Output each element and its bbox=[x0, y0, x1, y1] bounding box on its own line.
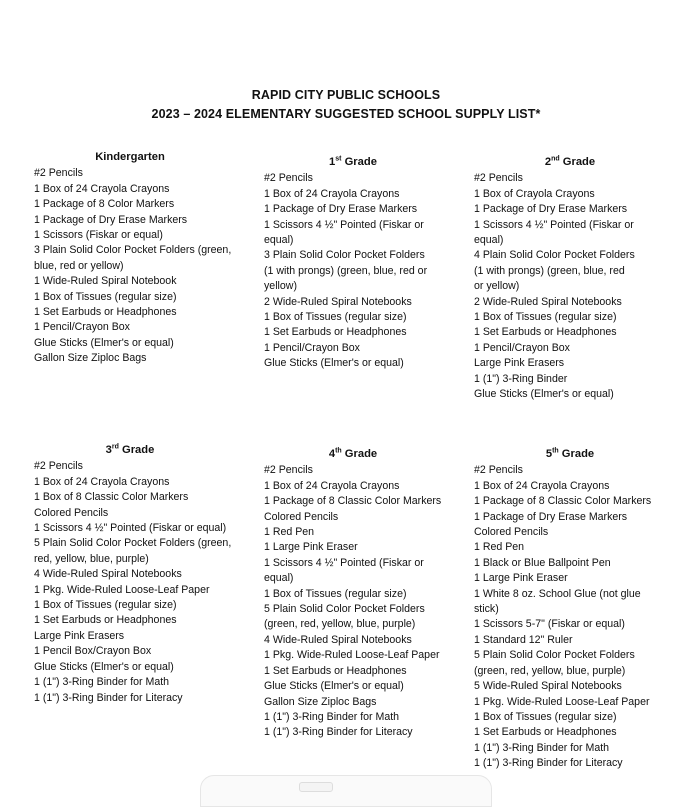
list-item: 1 Package of Dry Erase Markers bbox=[474, 203, 628, 216]
list-item: 1 Pencil Box/Crayon Box bbox=[34, 645, 152, 658]
list-item: 1 Set Earbuds or Headphones bbox=[264, 326, 407, 339]
list-item: equal) bbox=[474, 234, 504, 247]
list-item: Large Pink Erasers bbox=[34, 629, 125, 642]
list-item: 1 Pkg. Wide-Ruled Loose-Leaf Paper bbox=[474, 695, 650, 708]
list-item: Colored Pencils bbox=[34, 506, 109, 519]
list-item: 5 Plain Solid Color Pocket Folders bbox=[474, 649, 635, 662]
list-item: 5 Plain Solid Color Pocket Folders (green, bbox=[34, 537, 232, 550]
list-item: yellow) bbox=[264, 280, 297, 293]
list-item: 1 Standard 12" Ruler bbox=[474, 633, 573, 646]
list-item: Glue Sticks (Elmer's or equal) bbox=[34, 336, 174, 349]
grade-3-column bbox=[34, 443, 256, 706]
list-item: equal) bbox=[264, 234, 294, 247]
list-item: Gallon Size Ziploc Bags bbox=[264, 695, 377, 708]
list-item: Glue Sticks (Elmer's or equal) bbox=[474, 388, 614, 401]
list-item: 1 Wide-Ruled Spiral Notebook bbox=[34, 275, 177, 288]
list-item: 1 Box of Tissues (regular size) bbox=[474, 311, 617, 324]
list-item: 5 Plain Solid Color Pocket Folders bbox=[264, 603, 425, 616]
grade-1-heading: 1st Grade bbox=[329, 155, 377, 168]
grade-4-column bbox=[264, 447, 472, 741]
list-item: #2 Pencils bbox=[34, 460, 83, 473]
list-item: 1 Pencil/Crayon Box bbox=[34, 321, 130, 334]
grade-2-column bbox=[474, 155, 688, 403]
list-item: blue, red or yellow) bbox=[34, 259, 124, 272]
list-item: 3 Plain Solid Color Pocket Folders bbox=[264, 249, 425, 262]
list-item: 1 Pencil/Crayon Box bbox=[474, 341, 570, 354]
list-item: Glue Sticks (Elmer's or equal) bbox=[264, 680, 404, 693]
list-item: 4 Plain Solid Color Pocket Folders bbox=[474, 249, 635, 262]
list-item: 1 White 8 oz. School Glue (not glue bbox=[474, 587, 641, 600]
kindergarten-column bbox=[34, 150, 256, 367]
list-item: 1 Red Pen bbox=[264, 526, 315, 539]
list-title: 2023 – 2024 ELEMENTARY SUGGESTED SCHOOL SUPPLY LIST* bbox=[151, 107, 541, 121]
list-item: Large Pink Erasers bbox=[474, 357, 565, 370]
grade-3-list bbox=[34, 459, 256, 706]
list-item: 1 Pencil/Crayon Box bbox=[264, 341, 360, 354]
list-item: 2 Wide-Ruled Spiral Notebooks bbox=[474, 295, 622, 308]
grade-4-heading: 4th Grade bbox=[328, 447, 378, 460]
list-item: 1 Box of 24 Crayola Crayons bbox=[264, 187, 400, 200]
list-item: 1 Box of 8 Classic Color Markers bbox=[34, 491, 189, 504]
list-item: 1 Large Pink Eraser bbox=[264, 541, 358, 554]
list-item: 1 Box of Crayola Crayons bbox=[474, 187, 595, 200]
list-item: 1 Package of Dry Erase Markers bbox=[34, 213, 188, 226]
list-item: (green, red, yellow, blue, purple) bbox=[474, 664, 626, 677]
grade-5-heading: 5th Grade bbox=[545, 447, 595, 460]
list-item: 1 Scissors 5-7" (Fiskar or equal) bbox=[474, 618, 625, 631]
list-item: Colored Pencils bbox=[264, 510, 339, 523]
list-item: 1 Box of 24 Crayola Crayons bbox=[34, 475, 170, 488]
grade-1-column bbox=[264, 155, 472, 372]
list-item: 1 Package of 8 Classic Color Markers bbox=[264, 495, 442, 508]
list-item: 1 Box of Tissues (regular size) bbox=[474, 710, 617, 723]
list-item: #2 Pencils bbox=[474, 172, 523, 185]
list-item: #2 Pencils bbox=[264, 172, 313, 185]
list-item: 1 Package of Dry Erase Markers bbox=[264, 203, 418, 216]
list-item: (1 with prongs) (green, blue, red bbox=[474, 264, 625, 277]
list-item: 1 Scissors 4 ½" Pointed (Fiskar or equal) bbox=[34, 522, 227, 535]
grade-5-list bbox=[474, 463, 688, 771]
list-item: 1 Box of 24 Crayola Crayons bbox=[474, 479, 610, 492]
list-item: #2 Pencils bbox=[474, 464, 523, 477]
list-item: 1 Package of 8 Classic Color Markers bbox=[474, 495, 652, 508]
list-item: 1 Package of 8 Color Markers bbox=[34, 198, 175, 211]
page-tab-handle bbox=[299, 782, 333, 792]
list-item: 1 Scissors 4 ½" Pointed (Fiskar or bbox=[264, 218, 424, 231]
list-item: stick) bbox=[474, 603, 499, 616]
list-item: 1 (1") 3-Ring Binder for Literacy bbox=[264, 726, 413, 739]
page-viewer-tab bbox=[200, 775, 492, 807]
grade-5-column bbox=[474, 447, 688, 772]
list-item: 1 (1") 3-Ring Binder for Literacy bbox=[34, 691, 183, 704]
list-item: 4 Wide-Ruled Spiral Notebooks bbox=[34, 568, 182, 581]
list-item: 1 Red Pen bbox=[474, 541, 525, 554]
list-item: 1 Set Earbuds or Headphones bbox=[264, 664, 407, 677]
list-item: 1 Box of Tissues (regular size) bbox=[264, 587, 407, 600]
list-item: equal) bbox=[264, 572, 294, 585]
list-item: 5 Wide-Ruled Spiral Notebooks bbox=[474, 680, 622, 693]
list-item: 4 Wide-Ruled Spiral Notebooks bbox=[264, 633, 412, 646]
list-item: Glue Sticks (Elmer's or equal) bbox=[34, 660, 174, 673]
grade-2-heading: 2nd Grade bbox=[544, 155, 596, 168]
list-item: 1 Set Earbuds or Headphones bbox=[34, 614, 177, 627]
list-item: 1 Scissors 4 ½" Pointed (Fiskar or bbox=[264, 556, 424, 569]
grade-1-list bbox=[264, 171, 472, 371]
list-item: 1 Pkg. Wide-Ruled Loose-Leaf Paper bbox=[264, 649, 440, 662]
list-item: 1 Box of Tissues (regular size) bbox=[34, 290, 177, 303]
list-item: (1 with prongs) (green, blue, red or bbox=[264, 264, 428, 277]
list-item: 1 (1") 3-Ring Binder for Literacy bbox=[474, 757, 623, 770]
list-item: 3 Plain Solid Color Pocket Folders (green, bbox=[34, 244, 232, 257]
kindergarten-list bbox=[34, 166, 256, 366]
list-item: 1 (1") 3-Ring Binder for Math bbox=[474, 741, 610, 754]
grade-4-list bbox=[264, 463, 472, 740]
list-item: 1 (1") 3-Ring Binder for Math bbox=[264, 710, 400, 723]
list-item: 1 Black or Blue Ballpoint Pen bbox=[474, 556, 611, 569]
list-item: 1 Package of Dry Erase Markers bbox=[474, 510, 628, 523]
list-item: Colored Pencils bbox=[474, 526, 549, 539]
list-item: 1 (1") 3-Ring Binder for Math bbox=[34, 676, 170, 689]
list-item: or yellow) bbox=[474, 280, 520, 293]
list-item: 1 Scissors 4 ½" Pointed (Fiskar or bbox=[474, 218, 634, 231]
list-item: 1 Set Earbuds or Headphones bbox=[474, 726, 617, 739]
list-item: 1 Set Earbuds or Headphones bbox=[474, 326, 617, 339]
list-item: 1 Large Pink Eraser bbox=[474, 572, 568, 585]
grade-3-heading: 3rd Grade bbox=[105, 443, 155, 456]
list-item: 1 Box of Tissues (regular size) bbox=[34, 599, 177, 612]
list-item: 1 Box of Tissues (regular size) bbox=[264, 311, 407, 324]
list-item: 1 Set Earbuds or Headphones bbox=[34, 306, 177, 319]
list-item: #2 Pencils bbox=[34, 167, 83, 180]
list-item: Gallon Size Ziploc Bags bbox=[34, 352, 147, 365]
list-item: #2 Pencils bbox=[264, 464, 313, 477]
list-item: red, yellow, blue, purple) bbox=[34, 552, 149, 565]
list-item: 1 (1") 3-Ring Binder bbox=[474, 372, 568, 385]
list-item: 1 Box of 24 Crayola Crayons bbox=[34, 182, 170, 195]
district-title: RAPID CITY PUBLIC SCHOOLS bbox=[251, 88, 441, 102]
list-item: 1 Scissors (Fiskar or equal) bbox=[34, 229, 163, 242]
list-item: (green, red, yellow, blue, purple) bbox=[264, 618, 416, 631]
list-item: 1 Box of 24 Crayola Crayons bbox=[264, 479, 400, 492]
list-item: Glue Sticks (Elmer's or equal) bbox=[264, 357, 404, 370]
grade-2-list bbox=[474, 171, 688, 402]
kindergarten-heading: Kindergarten bbox=[95, 151, 165, 163]
list-item: 2 Wide-Ruled Spiral Notebooks bbox=[264, 295, 412, 308]
list-item: 1 Pkg. Wide-Ruled Loose-Leaf Paper bbox=[34, 583, 210, 596]
